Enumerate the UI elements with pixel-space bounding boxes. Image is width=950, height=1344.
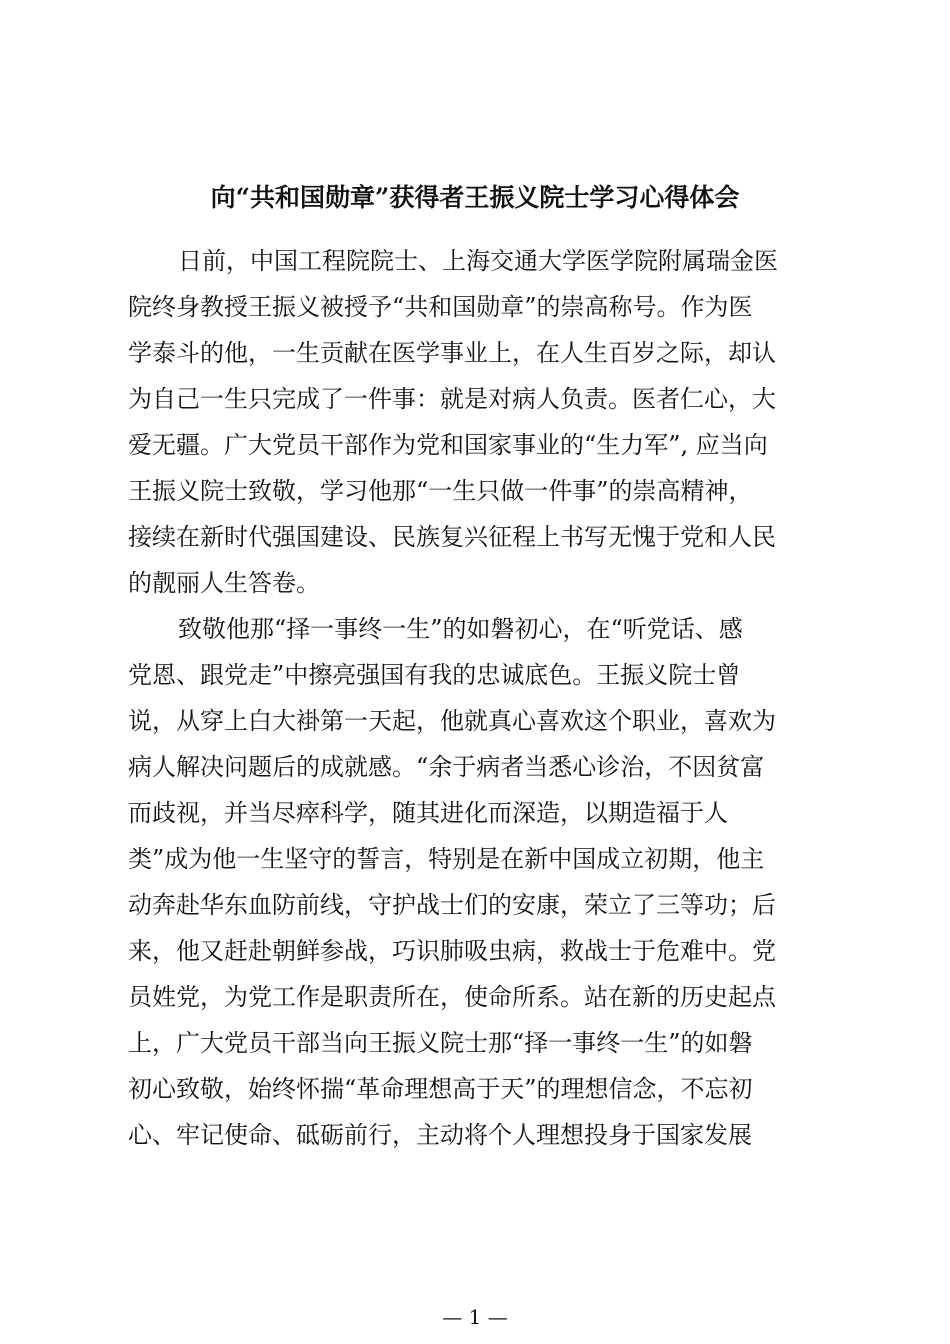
text-line: 接续在新时代强国建设、民族复兴征程上书写无愧于党和人民 xyxy=(128,523,776,551)
paragraph-1 xyxy=(128,238,828,606)
text-line: 员姓党，为党工作是职责所在，使命所系。站在新的历史起点 xyxy=(128,983,776,1011)
text-line: 院终身教授王振义被授予“共和国勋章”的崇高称号。作为医 xyxy=(128,293,753,321)
text-line: 说，从穿上白大褂第一天起，他就真心喜欢这个职业，喜欢为 xyxy=(128,707,776,735)
text-line: 而歧视，并当尽瘁科学，随其进化而深造，以期造福于人 xyxy=(128,799,728,827)
paragraph-2 xyxy=(128,606,828,1158)
text-line: 爱无疆。广大党员干部作为党和国家事业的“生力军”, 应当向 xyxy=(128,431,768,459)
text-line: 初心致敬，始终怀揣“革命理想高于天”的理想信念，不忘初 xyxy=(128,1075,753,1103)
text-line: 王振义院士致敬，学习他那“一生只做一件事”的崇高精神， xyxy=(128,477,753,505)
text-line: 的靓丽人生答卷。 xyxy=(128,569,320,597)
text-line: 日前，中国工程院院士、上海交通大学医学院附属瑞金医 xyxy=(178,247,778,275)
text-line: 为自己一生只完成了一件事：就是对病人负责。医者仁心，大 xyxy=(128,385,776,413)
document-title: 向“共和国勋章”获得者王振义院士学习心得体会 xyxy=(210,183,740,212)
document-body xyxy=(128,238,828,1158)
text-line: 党恩、跟党走”中擦亮强国有我的忠诚底色。王振义院士曾 xyxy=(128,661,741,689)
page-number: — 1 — xyxy=(442,1305,508,1329)
text-line: 上，广大党员干部当向王振义院士那“择一事终一生”的如磐 xyxy=(128,1029,753,1057)
text-line: 动奔赴华东血防前线，守护战士们的安康，荣立了三等功；后 xyxy=(128,891,776,919)
text-line: 病人解决问题后的成就感。“余于病者当悉心诊治，不因贫富 xyxy=(128,753,765,781)
text-line: 类”成为他一生坚守的誓言，特别是在新中国成立初期，他主 xyxy=(128,845,765,873)
text-line: 来，他又赶赴朝鲜参战，巧识肺吸虫病，救战士于危难中。党 xyxy=(128,937,776,965)
text-line: 致敬他那“择一事终一生”的如磐初心，在“听党话、感 xyxy=(178,615,743,643)
text-line: 心、牢记使命、砥砺前行，主动将个人理想投身于国家发展 xyxy=(128,1121,752,1149)
text-line: 学泰斗的他，一生贡献在医学事业上，在人生百岁之际，却认 xyxy=(128,339,776,367)
